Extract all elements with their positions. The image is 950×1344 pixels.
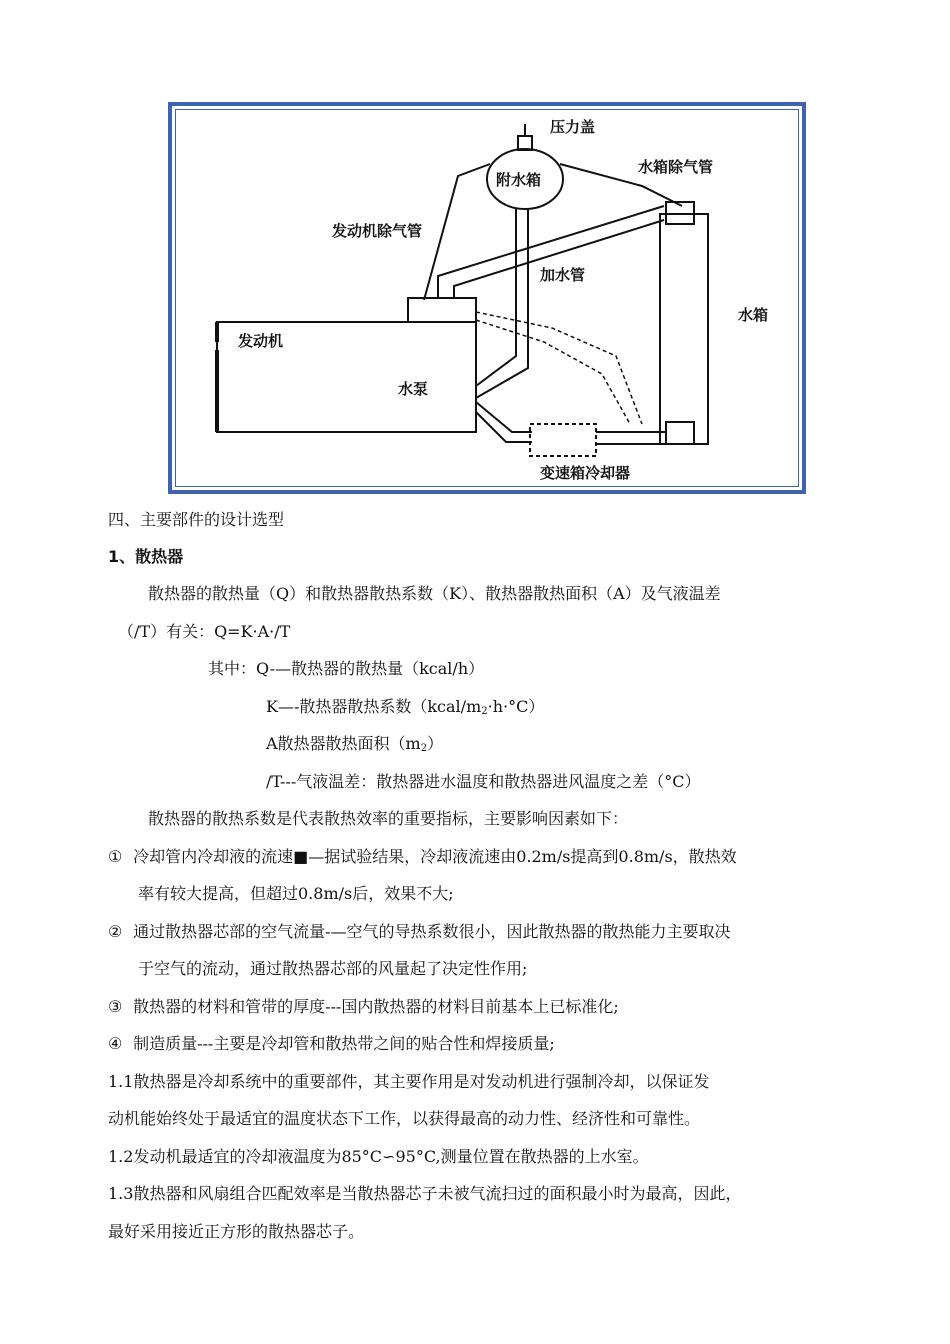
paragraph-1-3: 1.3散热器和风扇组合匹配效率是当散热器芯子未被气流扫过的面积最小时为最高，因此， [108,1184,742,1203]
paragraph-1-2: 1.2发动机最适宜的冷却液温度为85°C∽95°C,测量位置在散热器的上水室。 [108,1147,649,1166]
paragraph-1-3-cont: 最好采用接近正方形的散热器芯子。 [108,1222,365,1241]
list-item-3: ③ 散热器的材料和管带的厚度---国内散热器的材料目前基本上已标准化; [108,997,619,1016]
pressure-cap-label: 压力盖 [550,118,596,136]
aux-tank [487,149,563,209]
pressure-cap [518,136,532,150]
paragraph-line: 散热器的散热系数是代表散热效率的重要指标，主要影响因素如下： [148,809,629,828]
engine-vent-label: 发动机除气管 [332,222,423,240]
trans-cooler-label: 变速箱冷却器 [540,464,631,482]
trans-cooler-box [530,424,596,456]
tank-vent-line [560,164,682,206]
paragraph-line: 散热器的散热量（Q）和散热器散热系数（K）、散热器散热面积（A）及气液温差 [148,584,721,603]
engine-vent-line [424,164,490,300]
water-chamber-box [408,298,476,322]
definition-k: K—-散热器散热系数$(kcal/m_2\cdot h\cdot^\circ C)$ [266,697,545,717]
radiator-top-tank [666,202,694,224]
cooling-system-diagram [172,106,802,490]
radiator-bottom-tank [666,422,694,444]
list-item-2: ② 通过散热器芯部的空气流量-—空气的导热系数很小，因此散热器的散热能力主要取决 [108,922,731,941]
definition-t: /T---气液温差：散热器进水温度和散热器进风温度之差（°C） [266,772,701,791]
paragraph-line: （/T）有关：Q=K·A·/T [118,622,291,641]
radiator-label: 水箱 [738,306,769,324]
cooling-system-figure [168,102,806,494]
water-chamber-label: 水泵 [398,380,429,398]
definition-a: A散热器散热面积$(m_2)$ [266,734,444,754]
list-item-1: ① 冷却管内冷却液的流速■—据试验结果，冷却液流速由0.2m/s提高到0.8m/s，散热效 [108,847,737,866]
list-item-2-cont: 于空气的流动，通过散热器芯部的风量起了决定性作用; [138,959,528,978]
list-item-4: ④ 制造质量---主要是冷却管和散热带之间的贴合性和焊接质量; [108,1034,555,1053]
tank-vent-label: 水箱除气管 [638,158,714,176]
fill-pipe-label: 加水管 [540,266,586,284]
list-item-1-cont: 率有较大提高，但超过0.8m/s后，效果不大; [138,884,454,903]
section-heading: 四、主要部件的设计选型 [108,510,285,529]
engine-label: 发动机 [238,332,284,350]
paragraph-1-1: 1.1散热器是冷却系统中的重要部件，其主要作用是对发动机进行强制冷却，以保证发 [108,1072,710,1091]
definition-q: 其中：Q-—散热器的散热量（kcal/h） [208,659,485,678]
paragraph-1-1-cont: 动机能始终处于最适宜的温度状态下工作，以获得最高的动力性、经济性和可靠性。 [108,1109,701,1128]
engine-block [217,322,476,432]
aux-tank-label: 附水箱 [496,171,542,189]
subsection-heading: 1、散热器 [108,547,184,566]
radiator-body [660,214,708,444]
